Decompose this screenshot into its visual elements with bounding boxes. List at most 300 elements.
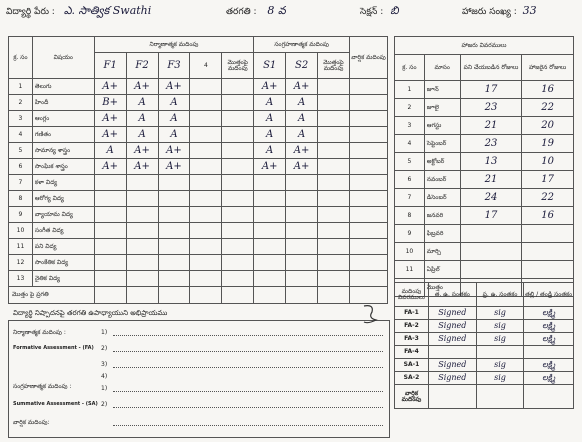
serial-no-header: క్ర. సం: [9, 37, 33, 79]
attendance-no-cell: 6: [395, 171, 425, 189]
attendance-row: [395, 117, 574, 135]
fa1-grade-cell: [94, 191, 126, 207]
working-days-cell: [460, 243, 522, 261]
fa1-grade-cell: B+: [94, 95, 126, 111]
teacher-signature: Signed: [428, 307, 476, 320]
overall-progress-label: మొత్తం పై ప్రగతి: [9, 287, 95, 304]
fa1-grade-cell: [94, 207, 126, 223]
parent-signature: [524, 385, 574, 409]
fa3-grade-cell: A+: [158, 79, 190, 95]
remark-line-3: [113, 367, 383, 368]
signature-row: [395, 307, 574, 320]
attendance-table: [394, 36, 574, 297]
sa2-grade-cell: [286, 271, 318, 287]
present-days-cell: 22: [522, 189, 574, 207]
subject-row: [9, 143, 388, 159]
fa4-grade-cell: [190, 159, 222, 175]
serial-no-cell: 6: [9, 159, 33, 175]
present-days-cell: 16: [522, 207, 574, 225]
fa1-grade-cell: [94, 255, 126, 271]
subject-name-cell: సంగీత విద్య: [32, 223, 94, 239]
fa2-grade-cell: [126, 207, 158, 223]
fa-total-cell: [222, 95, 254, 111]
attendance-row: [395, 99, 574, 117]
attendance-no-cell: 8: [395, 207, 425, 225]
signature-row: [395, 359, 574, 372]
annual-remarks-label: వార్షిక మదింపు:: [13, 419, 50, 426]
fa4-grade-cell: [190, 111, 222, 127]
fa-total-cell: [222, 239, 254, 255]
serial-no-cell: 11: [9, 239, 33, 255]
fa3-grade-cell: [158, 239, 190, 255]
annual-grade-cell: [349, 175, 387, 191]
working-days-header: పని చేయబడిన రోజులు: [460, 55, 522, 81]
sa-total-cell: [318, 79, 350, 95]
fa1-header: F1: [94, 53, 126, 79]
sa1-grade-cell: A: [254, 95, 286, 111]
fa2-grade-cell: A: [126, 111, 158, 127]
fa1-grade-cell: [94, 239, 126, 255]
attendance-month-cell: ఏప్రిల్: [424, 261, 460, 279]
sa2-grade-cell: [286, 191, 318, 207]
attendance-row: [395, 81, 574, 99]
formative-remarks-label: నిర్మాణాత్మక మదింపు :: [13, 329, 66, 336]
assessment-label-cell: SA-1: [395, 359, 429, 372]
roll-field: [462, 4, 537, 24]
assessment-label-cell: FA-4: [395, 346, 429, 359]
fa-total-cell: [222, 175, 254, 191]
section-field: [360, 4, 399, 24]
serial-no-cell: 12: [9, 255, 33, 271]
fa2-grade-cell: A+: [126, 79, 158, 95]
subject-name-cell: ఆంగ్లం: [32, 111, 94, 127]
subject-name-cell: సామాన్య శాస్త్రం: [32, 143, 94, 159]
hm-signature: [476, 385, 524, 409]
section-label: సెక్షన్ :: [360, 7, 384, 17]
subject-row: [9, 79, 388, 95]
assessment-label-cell: వార్షిక మదింపు: [395, 385, 429, 409]
parent-signature: లక్ష్మి: [524, 320, 574, 333]
fa2-header: F2: [126, 53, 158, 79]
marks-table: [8, 36, 388, 304]
attendance-month-cell: నవంబర్: [424, 171, 460, 189]
serial-no-cell: 7: [9, 175, 33, 191]
annual-grade-cell: [349, 255, 387, 271]
sa1-grade-cell: [254, 191, 286, 207]
fa-total-cell: [222, 127, 254, 143]
fa4-header: 4: [190, 53, 222, 79]
subject-row: [9, 95, 388, 111]
hm-signature: [476, 346, 524, 359]
annual-grade-cell: [349, 127, 387, 143]
roll-value: 33: [522, 4, 537, 17]
scribble-mark: [360, 302, 380, 326]
signature-row: [395, 346, 574, 359]
fa4-grade-cell: [190, 95, 222, 111]
fa2-grade-cell: A+: [126, 143, 158, 159]
present-days-header: హాజరైన రోజులు: [522, 55, 574, 81]
sa-total-cell: [318, 255, 350, 271]
sa-total-cell: [318, 223, 350, 239]
fa4-grade-cell: [190, 127, 222, 143]
subject-row: [9, 207, 388, 223]
fa3-grade-cell: A+: [158, 143, 190, 159]
fa1-grade-cell: A+: [94, 159, 126, 175]
subject-name-cell: నైతిక విద్య: [32, 271, 94, 287]
fa1-grade-cell: A+: [94, 127, 126, 143]
present-days-cell: [522, 261, 574, 279]
subject-name-cell: తెలుగు: [32, 79, 94, 95]
sa2-grade-cell: A: [286, 111, 318, 127]
sa-total-cell: [318, 271, 350, 287]
remark-no-2: 2): [101, 345, 108, 352]
subject-name-cell: హిందీ: [32, 95, 94, 111]
fa3-grade-cell: [158, 175, 190, 191]
subject-header: విషయం: [32, 37, 94, 79]
marks-body: [9, 79, 388, 287]
annual-grade-cell: [349, 111, 387, 127]
fa4-grade-cell: [190, 207, 222, 223]
formative-en-label: Formative Assessment - (FA): [13, 345, 94, 351]
subject-name-cell: సాంకేతిక విద్య: [32, 255, 94, 271]
summative-en-label: Summative Assessment - (SA): [13, 401, 98, 407]
sa2-header: S2: [286, 53, 318, 79]
subject-row: [9, 127, 388, 143]
present-days-cell: [522, 243, 574, 261]
sa-total-cell: [318, 95, 350, 111]
subject-row: [9, 255, 388, 271]
parent-signature: [524, 346, 574, 359]
present-days-cell: 22: [522, 99, 574, 117]
fa3-grade-cell: A+: [158, 159, 190, 175]
present-days-cell: 19: [522, 135, 574, 153]
attendance-row: [395, 189, 574, 207]
assessment-header: మదింపు వివరములు: [395, 283, 429, 307]
fa3-grade-cell: A: [158, 111, 190, 127]
class-field: [226, 4, 286, 24]
sa-total-cell: [318, 111, 350, 127]
serial-no-cell: 2: [9, 95, 33, 111]
assessment-label-cell: FA-2: [395, 320, 429, 333]
fa3-grade-cell: [158, 223, 190, 239]
hm-signature: sig: [476, 333, 524, 346]
sa2-grade-cell: A+: [286, 159, 318, 175]
remark-line-2: [113, 351, 383, 352]
sa2-grade-cell: [286, 255, 318, 271]
fa1-grade-cell: A: [94, 143, 126, 159]
teacher-signature: Signed: [428, 320, 476, 333]
serial-no-cell: 1: [9, 79, 33, 95]
subject-row: [9, 223, 388, 239]
class-label: తరగతి :: [226, 7, 257, 17]
present-days-cell: 20: [522, 117, 574, 135]
summative-header: సంగ్రహణాత్మక మదింపు: [254, 37, 350, 53]
hm-signature: sig: [476, 372, 524, 385]
signature-table: [394, 282, 574, 409]
present-days-cell: 10: [522, 153, 574, 171]
remark-line-sa-2: [113, 407, 383, 408]
attendance-month-cell: ఫిబ్రవరి: [424, 225, 460, 243]
remark-no-sa-2: 2): [101, 401, 108, 408]
fa-total-cell: [222, 271, 254, 287]
attendance-row: [395, 135, 574, 153]
fa4-grade-cell: [190, 175, 222, 191]
serial-no-cell: 3: [9, 111, 33, 127]
assessment-label-cell: FA-3: [395, 333, 429, 346]
remarks-title: విద్యార్థి నిష్పాదనపై తరగతి ఉపాధ్యాయుని అభిప్రాయము: [13, 309, 168, 317]
fa3-grade-cell: [158, 255, 190, 271]
attendance-month-header: మాసం: [424, 55, 460, 81]
attendance-month-cell: జనవరి: [424, 207, 460, 225]
working-days-cell: [460, 225, 522, 243]
parent-signature: లక్ష్మి: [524, 307, 574, 320]
sa1-header: S1: [254, 53, 286, 79]
sa1-grade-cell: A: [254, 111, 286, 127]
roll-label: హాజరు సంఖ్య :: [462, 7, 517, 17]
annual-grade-cell: [349, 191, 387, 207]
teacher-signature: [428, 385, 476, 409]
sa-total-cell: [318, 239, 350, 255]
subject-name-cell: గణితం: [32, 127, 94, 143]
serial-no-cell: 8: [9, 191, 33, 207]
student-name-value: ఎ. సాత్విక Swathi: [63, 4, 152, 17]
fa3-grade-cell: [158, 271, 190, 287]
fa3-grade-cell: A: [158, 127, 190, 143]
remarks-box: [8, 309, 390, 438]
parent-signature: లక్ష్మి: [524, 359, 574, 372]
fa1-grade-cell: [94, 271, 126, 287]
class-value: 8 వ: [267, 4, 286, 17]
sa2-grade-cell: A+: [286, 143, 318, 159]
working-days-cell: 17: [460, 81, 522, 99]
sa2-grade-cell: A: [286, 127, 318, 143]
subject-name-cell: వ్యాయామ విద్య: [32, 207, 94, 223]
attendance-no-cell: 4: [395, 135, 425, 153]
sa-total-cell: [318, 175, 350, 191]
parent-signature: లక్ష్మి: [524, 372, 574, 385]
attendance-month-cell: అక్టోబర్: [424, 153, 460, 171]
working-days-cell: 21: [460, 171, 522, 189]
annual-grade-cell: [349, 143, 387, 159]
fa4-grade-cell: [190, 223, 222, 239]
subject-name-cell: సాంఘిక శాస్త్రం: [32, 159, 94, 175]
working-days-cell: 21: [460, 117, 522, 135]
working-days-cell: 24: [460, 189, 522, 207]
subject-row: [9, 159, 388, 175]
student-name-label: విద్యార్థి పేరు :: [6, 7, 55, 17]
sa1-grade-cell: A+: [254, 79, 286, 95]
formative-header: నిర్మాణాత్మక మదింపు: [94, 37, 254, 53]
signature-row: [395, 333, 574, 346]
signature-row: [395, 372, 574, 385]
hm-signature: sig: [476, 359, 524, 372]
attendance-month-cell: డిసెంబర్: [424, 189, 460, 207]
serial-no-cell: 13: [9, 271, 33, 287]
signature-row: [395, 385, 574, 409]
fa2-grade-cell: A+: [126, 159, 158, 175]
annual-grade-cell: [349, 271, 387, 287]
sa-total-cell: [318, 207, 350, 223]
fa-total-cell: [222, 159, 254, 175]
sa2-grade-cell: [286, 207, 318, 223]
working-days-cell: 13: [460, 153, 522, 171]
remark-no-4: 4): [101, 373, 108, 380]
signature-body: [395, 307, 574, 409]
fa3-grade-cell: [158, 207, 190, 223]
signature-row: [395, 320, 574, 333]
annual-grade-cell: [349, 79, 387, 95]
attendance-month-cell: జూలై: [424, 99, 460, 117]
sa2-grade-cell: A+: [286, 79, 318, 95]
fa2-grade-cell: [126, 271, 158, 287]
fa4-grade-cell: [190, 239, 222, 255]
summative-remarks-label: సంగ్రహణాత్మక మదింపు :: [13, 383, 72, 390]
remark-line-annual: [113, 425, 383, 426]
working-days-cell: 23: [460, 135, 522, 153]
sa1-grade-cell: A+: [254, 159, 286, 175]
fa2-grade-cell: [126, 255, 158, 271]
teacher-signature: [428, 346, 476, 359]
fa1-grade-cell: A+: [94, 111, 126, 127]
teacher-sign-header: త. ఉ. సంతకం: [428, 283, 476, 307]
sa2-grade-cell: [286, 239, 318, 255]
annual-grade-cell: [349, 239, 387, 255]
fa2-grade-cell: [126, 191, 158, 207]
annual-header: వార్షిక మదింపు: [349, 37, 387, 79]
sa2-grade-cell: A: [286, 95, 318, 111]
fa2-grade-cell: [126, 239, 158, 255]
subject-row: [9, 271, 388, 287]
sa-total-header: మొత్తంపై మదింపు: [318, 53, 350, 79]
attendance-month-cell: మార్చి: [424, 243, 460, 261]
working-days-cell: 17: [460, 207, 522, 225]
sa-total-cell: [318, 127, 350, 143]
teacher-signature: Signed: [428, 333, 476, 346]
attendance-row: [395, 153, 574, 171]
sa1-grade-cell: [254, 255, 286, 271]
subject-name-cell: పని విద్య: [32, 239, 94, 255]
attendance-no-cell: 9: [395, 225, 425, 243]
fa1-grade-cell: [94, 223, 126, 239]
parent-sign-header: తల్లి / తండ్రి సంతకం: [524, 283, 574, 307]
hm-signature: sig: [476, 320, 524, 333]
fa-total-cell: [222, 111, 254, 127]
teacher-signature: Signed: [428, 372, 476, 385]
subject-name-cell: ఆరోగ్య విద్య: [32, 191, 94, 207]
sa1-grade-cell: [254, 239, 286, 255]
remark-no-3: 3): [101, 361, 108, 368]
fa-total-cell: [222, 207, 254, 223]
attendance-title: హాజరు వివరములు: [395, 37, 574, 55]
sa1-grade-cell: [254, 207, 286, 223]
fa4-grade-cell: [190, 255, 222, 271]
remark-no-1: 1): [101, 329, 108, 336]
sa1-grade-cell: [254, 175, 286, 191]
present-days-cell: 16: [522, 81, 574, 99]
attendance-row: [395, 207, 574, 225]
fa3-header: F3: [158, 53, 190, 79]
attendance-month-cell: మొత్తం: [424, 279, 460, 297]
remark-line-sa-1: [113, 391, 383, 392]
sa2-grade-cell: [286, 223, 318, 239]
sa1-grade-cell: [254, 271, 286, 287]
fa4-grade-cell: [190, 143, 222, 159]
sa1-grade-cell: A: [254, 127, 286, 143]
serial-no-cell: 10: [9, 223, 33, 239]
attendance-no-header: క్ర. సం: [395, 55, 425, 81]
attendance-no-cell: 10: [395, 243, 425, 261]
present-days-cell: [522, 225, 574, 243]
parent-signature: లక్ష్మి: [524, 333, 574, 346]
fa4-grade-cell: [190, 271, 222, 287]
attendance-month-cell: జూన్: [424, 81, 460, 99]
fa-total-header: మొత్తంపై మదింపు: [222, 53, 254, 79]
fa2-grade-cell: [126, 223, 158, 239]
serial-no-cell: 9: [9, 207, 33, 223]
attendance-no-cell: 3: [395, 117, 425, 135]
fa-total-cell: [222, 191, 254, 207]
subject-row: [9, 175, 388, 191]
attendance-month-cell: సెప్టెంబర్: [424, 135, 460, 153]
attendance-no-cell: 7: [395, 189, 425, 207]
attendance-row: [395, 225, 574, 243]
attendance-month-cell: ఆగస్టు: [424, 117, 460, 135]
fa2-grade-cell: [126, 175, 158, 191]
fa-total-cell: [222, 255, 254, 271]
attendance-no-cell: 1: [395, 81, 425, 99]
annual-grade-cell: [349, 223, 387, 239]
subject-row: [9, 239, 388, 255]
attendance-no-cell: 11: [395, 261, 425, 279]
serial-no-cell: 4: [9, 127, 33, 143]
fa3-grade-cell: A: [158, 95, 190, 111]
student-name-field: [6, 4, 151, 24]
attendance-row: [395, 243, 574, 261]
fa-total-cell: [222, 143, 254, 159]
assessment-label-cell: FA-1: [395, 307, 429, 320]
teacher-signature: Signed: [428, 359, 476, 372]
sa-total-cell: [318, 191, 350, 207]
fa4-grade-cell: [190, 191, 222, 207]
serial-no-cell: 5: [9, 143, 33, 159]
fa1-grade-cell: A+: [94, 79, 126, 95]
remark-no-sa-1: 1): [101, 385, 108, 392]
fa-total-cell: [222, 223, 254, 239]
attendance-no-cell: 2: [395, 99, 425, 117]
sa-total-cell: [318, 159, 350, 175]
hm-sign-header: ప్ర. ఉ. సంతకం: [476, 283, 524, 307]
sa1-grade-cell: [254, 223, 286, 239]
present-days-cell: 17: [522, 171, 574, 189]
remark-line-1: [113, 335, 383, 336]
working-days-cell: 23: [460, 99, 522, 117]
attendance-body: [395, 81, 574, 297]
subject-name-cell: కళా విద్య: [32, 175, 94, 191]
sa-total-cell: [318, 143, 350, 159]
fa2-grade-cell: A: [126, 127, 158, 143]
section-value: బి: [390, 4, 399, 17]
annual-grade-cell: [349, 159, 387, 175]
attendance-row: [395, 261, 574, 279]
subject-row: [9, 111, 388, 127]
fa2-grade-cell: A: [126, 95, 158, 111]
working-days-cell: [460, 261, 522, 279]
subject-row: [9, 191, 388, 207]
fa3-grade-cell: [158, 191, 190, 207]
sa2-grade-cell: [286, 175, 318, 191]
assessment-label-cell: SA-2: [395, 372, 429, 385]
attendance-row: [395, 171, 574, 189]
